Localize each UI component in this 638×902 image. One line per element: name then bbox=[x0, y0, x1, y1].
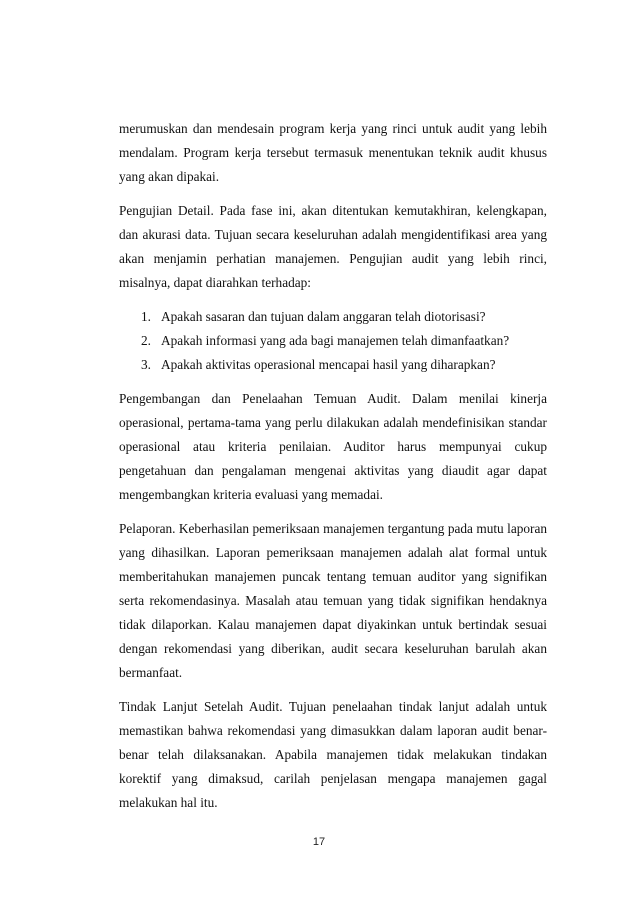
paragraph-pengujian-detail: Pengujian Detail. Pada fase ini, akan ditentukan kemutakhiran, kelengkapan, dan akurasi data. Tujuan secara keseluruhan adalah mengidentifikasi area yang akan menjamin perhatian manajemen. Pengujian audit yang lebih rinci, misalnya, dapat diarahkan terhadap: bbox=[119, 203, 547, 290]
list-item-number: 1. bbox=[141, 309, 151, 324]
paragraph-program-kerja: merumuskan dan mendesain program kerja yang rinci untuk audit yang lebih mendalam. Program kerja tersebut termasuk menentukan teknik audit khusus yang akan dipakai. bbox=[119, 121, 547, 184]
list-item-number: 2. bbox=[141, 333, 151, 348]
list-item-number: 3. bbox=[141, 357, 151, 372]
paragraph-tindak-lanjut: Tindak Lanjut Setelah Audit. Tujuan penelaahan tindak lanjut adalah untuk memastikan bahwa rekomendasi yang dimasukkan dalam laporan audit benar-benar telah dilaksanakan. Apabila manajemen tidak melakukan tindakan korektif yang dimaksud, carilah penjelasan mengapa manajemen gagal melakukan hal itu. bbox=[119, 699, 547, 810]
list-item bbox=[119, 305, 547, 329]
list-item bbox=[119, 329, 547, 353]
list-item bbox=[119, 353, 547, 377]
page-body bbox=[119, 117, 547, 825]
paragraph-pelaporan: Pelaporan. Keberhasilan pemeriksaan manajemen tergantung pada mutu laporan yang dihasilkan. Laporan pemeriksaan manajemen adalah alat formal untuk memberitahukan manajemen puncak tentang temuan auditor yang signifikan serta rekomendasinya. Masalah atau temuan yang tidak signifikan hendaknya tidak dilaporkan. Kalau manajemen dapat diyakinkan untuk bertindak sesuai dengan rekomendasi yang diberikan, audit secara keseluruhan barulah akan bermanfaat. bbox=[119, 521, 547, 680]
numbered-list bbox=[119, 305, 547, 377]
list-item-text: Apakah informasi yang ada bagi manajemen telah dimanfaatkan? bbox=[161, 333, 510, 348]
page-number: 17 bbox=[312, 836, 326, 848]
paragraph-pengembangan-temuan: Pengembangan dan Penelaahan Temuan Audit. Dalam menilai kinerja operasional, pertama-tama yang perlu dilakukan adalah mendefinisikan standar operasional atau kriteria penilaian. Auditor harus mempunyai cukup pengetahuan dan pengalaman mengenai aktivitas yang diaudit agar dapat mengembangkan kriteria evaluasi yang memadai. bbox=[119, 391, 547, 502]
list-item-text: Apakah aktivitas operasional mencapai hasil yang diharapkan? bbox=[161, 357, 496, 372]
list-item-text: Apakah sasaran dan tujuan dalam anggaran telah diotorisasi? bbox=[161, 309, 486, 324]
